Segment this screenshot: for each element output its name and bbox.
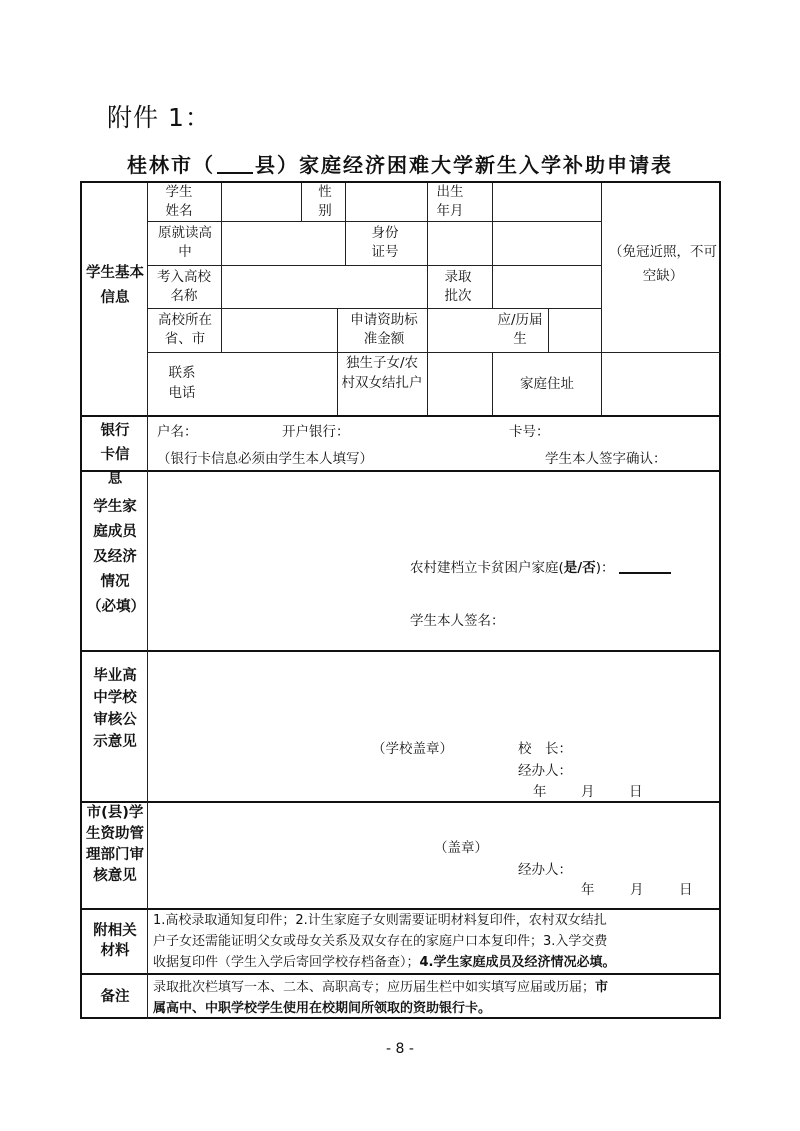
title-prefix: 桂林市（	[127, 153, 215, 177]
title-suffix: 县）家庭经济困难大学新生入学补助申请表	[255, 153, 673, 177]
remarks-line-1: 录取批次栏填写一本、二本、高职高专；应历届生栏中如实填写应届或历届；市	[153, 980, 609, 995]
label-graduate-type: 应/历届生	[497, 312, 543, 347]
grid-line	[492, 352, 493, 415]
section-label-attachments: 附相关材料	[93, 923, 137, 959]
grid-line	[492, 183, 493, 308]
attachments-line-3: 收据复印件（学生入学后寄回学校存档备查）；4.学生家庭成员及经济情况必填。	[153, 955, 616, 970]
grid-line	[147, 265, 601, 266]
poverty-yesno: 是/否	[563, 560, 596, 576]
label-household-type: 独生子女/农村双女结扎户	[341, 355, 423, 391]
section-label-remarks: 备注	[100, 989, 130, 1005]
page-number: - 8 -	[386, 1041, 414, 1057]
section-divider	[82, 801, 721, 803]
grid-line	[221, 265, 222, 352]
grid-line	[427, 265, 428, 415]
county-handler: 经办人：	[518, 862, 572, 878]
section-divider	[82, 650, 721, 652]
school-seal: （学校盖章）	[372, 741, 453, 757]
bank-note: （银行卡信息必须由学生本人填写）	[157, 451, 373, 467]
section-divider	[82, 470, 721, 472]
photo-placeholder[interactable]: （免冠近照，不可空缺）	[609, 244, 717, 284]
grid-line	[601, 183, 602, 352]
grid-line	[427, 183, 428, 221]
label-admit-batch: 录取批次	[444, 269, 472, 304]
section-label-family: 学生家庭成员及经济情况（必填）	[87, 499, 145, 615]
section-divider	[82, 973, 721, 975]
grid-line	[427, 221, 428, 265]
county-seal: （盖章）	[434, 840, 488, 856]
label-gender: 性别	[318, 184, 332, 219]
application-form	[80, 181, 721, 1019]
grid-line	[337, 308, 338, 415]
family-student-sign: 学生本人签名：	[410, 613, 505, 629]
label-admit-school: 考入高校名称	[157, 269, 211, 304]
section-divider	[82, 415, 721, 417]
section-label-county-review: 市(县)学生资助管理部门审核意见	[86, 805, 144, 884]
attachments-line-2: 户子女还需能证明父女或母女关系及双女存在的家庭户口本复印件；3.入学交费	[153, 934, 608, 949]
grid-line	[345, 183, 346, 221]
bank-holder-label: 户名：	[157, 424, 198, 440]
label-aid-standard: 申请资助标准金额	[350, 312, 418, 347]
section-label-bank: 银行卡信息	[100, 423, 130, 487]
county-year: 年	[581, 882, 595, 898]
grid-line	[548, 308, 549, 352]
remarks-line-2: 属高中、中职学校学生使用在校期间所领取的资助银行卡。	[153, 1001, 492, 1016]
label-phone: 联系电话	[168, 365, 196, 401]
county-month: 月	[630, 882, 644, 898]
label-school-location: 高校所在省、市	[158, 312, 212, 347]
label-home-address: 家庭住址	[520, 376, 574, 392]
grid-line	[147, 352, 721, 353]
county-blank[interactable]	[217, 154, 253, 174]
grid-line	[147, 221, 601, 222]
section-label-student-info: 学生基本信息	[86, 265, 144, 306]
grid-line	[601, 352, 602, 415]
grid-line	[147, 308, 601, 309]
county-day: 日	[679, 882, 693, 898]
school-day: 日	[629, 784, 643, 800]
grid-line	[345, 221, 346, 265]
annex-label: 附件 1：	[107, 103, 211, 132]
grid-line	[147, 183, 148, 1019]
label-student-name: 学生姓名	[165, 184, 193, 219]
grid-line	[221, 183, 222, 265]
poverty-answer-blank[interactable]	[619, 558, 671, 574]
bank-card-label: 卡号：	[509, 424, 550, 440]
section-label-school-review: 毕业高中学校审核公示意见	[93, 668, 137, 750]
school-handler: 经办人：	[518, 763, 572, 779]
school-principal: 校 长：	[518, 741, 572, 757]
bank-name-label: 开户银行：	[282, 424, 350, 440]
label-birth: 出生年月	[436, 184, 464, 219]
school-year: 年	[533, 784, 547, 800]
form-title	[0, 149, 800, 178]
bank-sign-confirm: 学生本人签字确认：	[545, 451, 667, 467]
label-id-number: 身份证号	[371, 225, 399, 260]
school-month: 月	[581, 784, 595, 800]
poverty-question: 农村建档立卡贫困户家庭(是/否)：	[410, 558, 671, 578]
attachments-line-1: 1.高校录取通知复印件；2.计生家庭子女则需要证明材料复印件，农村双女结扎	[153, 913, 607, 928]
grid-line	[301, 183, 302, 221]
label-prev-school: 原就读高中	[158, 225, 212, 260]
